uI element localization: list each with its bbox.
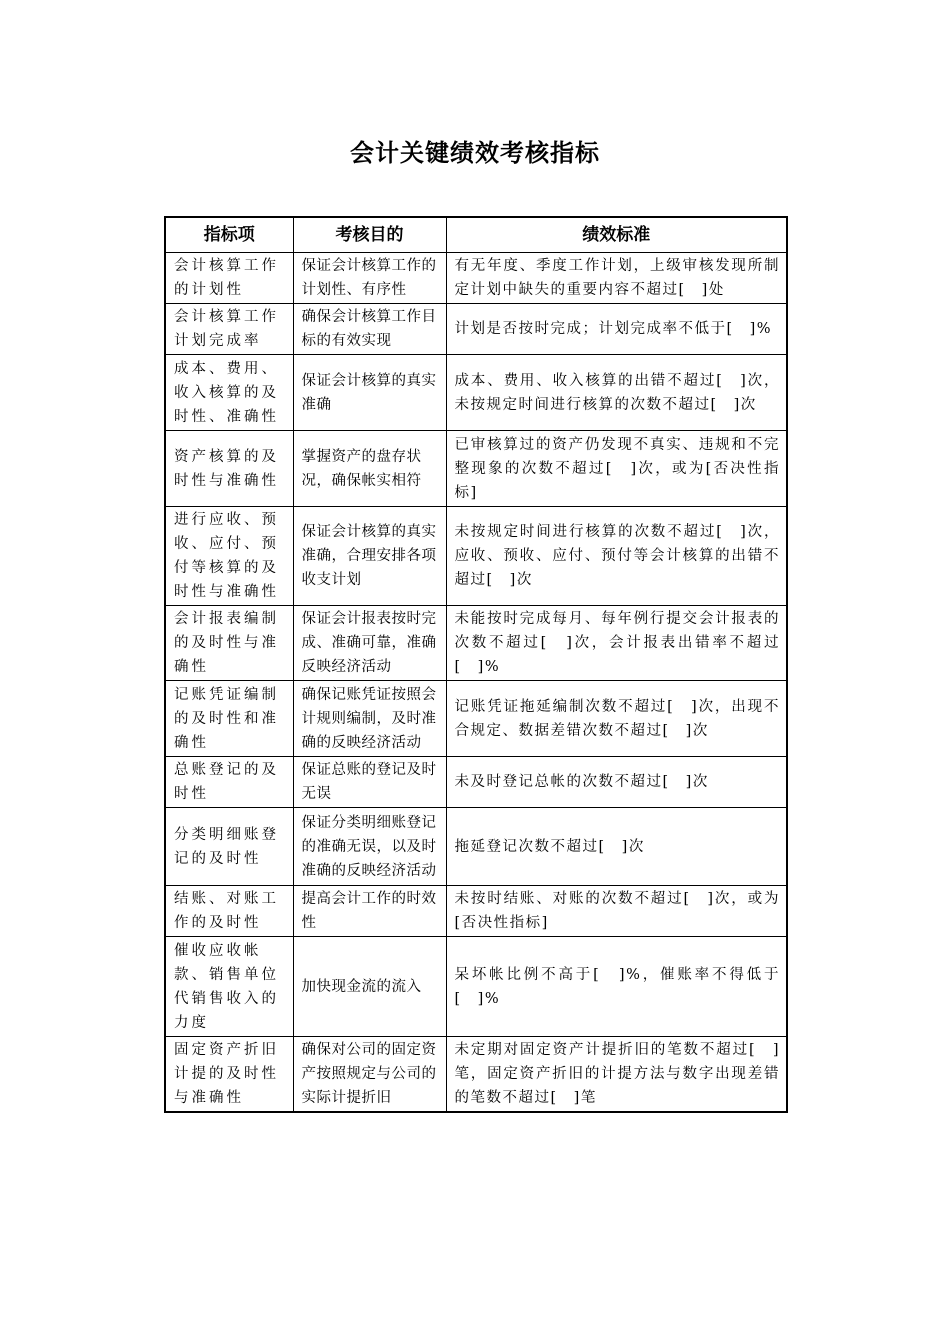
cell-purpose: 确保会计核算工作目标的有效实现 xyxy=(293,304,446,355)
cell-item: 结账、对账工作的及时性 xyxy=(165,886,293,937)
cell-item: 记账凭证编制的及时性和准确性 xyxy=(165,681,293,757)
header-item: 指标项 xyxy=(165,217,293,253)
table-row xyxy=(165,606,787,681)
cell-purpose: 保证会计核算工作的计划性、有序性 xyxy=(293,253,446,304)
cell-purpose: 保证分类明细账登记的准确无误，以及时准确的反映经济活动 xyxy=(293,808,446,886)
header-purpose: 考核目的 xyxy=(293,217,446,253)
cell-item: 进行应收、预收、应付、预付等核算的及时性与准确性 xyxy=(165,507,293,606)
cell-standard: 计划是否按时完成；计划完成率不低于[ ]% xyxy=(446,304,787,355)
cell-standard: 成本、费用、收入核算的出错不超过[ ]次，未按规定时间进行核算的次数不超过[ ]次 xyxy=(446,355,787,431)
cell-standard: 呆坏帐比例不高于[ ]%，催账率不得低于[ ]% xyxy=(446,937,787,1037)
cell-item: 固定资产折旧计提的及时性与准确性 xyxy=(165,1037,293,1113)
cell-item: 分类明细账登记的及时性 xyxy=(165,808,293,886)
cell-purpose: 保证会计核算的真实准确，合理安排各项收支计划 xyxy=(293,507,446,606)
table-row xyxy=(165,886,787,937)
cell-item: 会计报表编制的及时性与准确性 xyxy=(165,606,293,681)
cell-item: 会计核算工作的计划性 xyxy=(165,253,293,304)
kpi-table xyxy=(164,216,788,1113)
page-title: 会计关键绩效考核指标 xyxy=(350,139,600,167)
table-row xyxy=(165,1037,787,1113)
cell-standard: 未按规定时间进行核算的次数不超过[ ]次，应收、预收、应付、预付等会计核算的出错不超过[ ]次 xyxy=(446,507,787,606)
table-row xyxy=(165,355,787,431)
cell-purpose: 提高会计工作的时效性 xyxy=(293,886,446,937)
table-row xyxy=(165,253,787,304)
cell-purpose: 保证会计核算的真实准确 xyxy=(293,355,446,431)
cell-item: 会计核算工作计划完成率 xyxy=(165,304,293,355)
cell-standard: 未能按时完成每月、每年例行提交会计报表的次数不超过[ ]次，会计报表出错率不超过[ ]% xyxy=(446,606,787,681)
cell-purpose: 保证总账的登记及时无误 xyxy=(293,757,446,808)
cell-standard: 记账凭证拖延编制次数不超过[ ]次，出现不合规定、数据差错次数不超过[ ]次 xyxy=(446,681,787,757)
table-row xyxy=(165,681,787,757)
table-row xyxy=(165,808,787,886)
cell-standard: 未及时登记总帐的次数不超过[ ]次 xyxy=(446,757,787,808)
cell-item: 资产核算的及时性与准确性 xyxy=(165,431,293,507)
cell-standard: 有无年度、季度工作计划，上级审核发现所制定计划中缺失的重要内容不超过[ ]处 xyxy=(446,253,787,304)
cell-standard: 未按时结账、对账的次数不超过[ ]次，或为[否决性指标] xyxy=(446,886,787,937)
header-standard: 绩效标准 xyxy=(446,217,787,253)
cell-purpose: 加快现金流的流入 xyxy=(293,937,446,1037)
cell-purpose: 掌握资产的盘存状况，确保帐实相符 xyxy=(293,431,446,507)
cell-standard: 拖延登记次数不超过[ ]次 xyxy=(446,808,787,886)
cell-purpose: 保证会计报表按时完成、准确可靠，准确反映经济活动 xyxy=(293,606,446,681)
header-row xyxy=(165,217,787,253)
cell-purpose: 确保对公司的固定资产按照规定与公司的实际计提折旧 xyxy=(293,1037,446,1113)
table-row xyxy=(165,937,787,1037)
cell-standard: 未定期对固定资产计提折旧的笔数不超过[ ]笔，固定资产折旧的计提方法与数字出现差错的笔数不超过[ ]笔 xyxy=(446,1037,787,1113)
cell-item: 催收应收帐款、销售单位代销售收入的力度 xyxy=(165,937,293,1037)
table-row xyxy=(165,507,787,606)
cell-standard: 已审核算过的资产仍发现不真实、违规和不完整现象的次数不超过[ ]次，或为[否决性指标] xyxy=(446,431,787,507)
table-row xyxy=(165,757,787,808)
cell-item: 总账登记的及时性 xyxy=(165,757,293,808)
table-row xyxy=(165,431,787,507)
cell-item: 成本、费用、收入核算的及时性、准确性 xyxy=(165,355,293,431)
table-row xyxy=(165,304,787,355)
cell-purpose: 确保记账凭证按照会计规则编制，及时准确的反映经济活动 xyxy=(293,681,446,757)
